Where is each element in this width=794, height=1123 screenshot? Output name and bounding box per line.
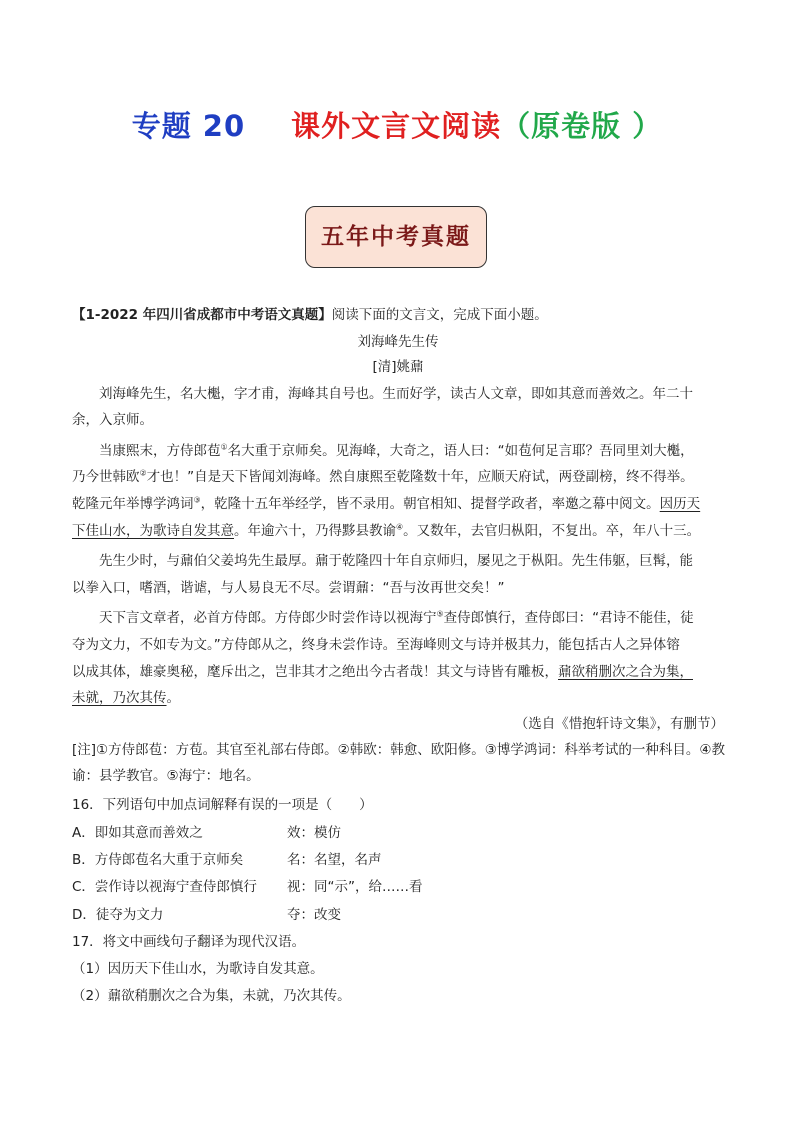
passage-line: 以拳入口，嗜酒，谐谑，与人易良无不尽。尝谓鼐：“吾与汝再世交矣！” <box>72 580 505 596</box>
question-source: 【1-2022 年四川省成都市中考语文真题】 <box>72 307 332 323</box>
underlined-sentence: 未就，乃次其传 <box>72 690 167 706</box>
option-d[interactable]: D．徒夺为文力 夺：改变 <box>72 907 341 923</box>
section-label: 五年中考真题 <box>321 223 471 250</box>
underlined-sentence: 下佳山水，为歌诗自发其意 <box>72 523 234 539</box>
passage-line: 夺为文力，不如专为文。”方侍郎从之，终身未尝作诗。至海峰则文与诗并极其力，能包括古人之异体镕 <box>72 637 680 653</box>
question-17-stem: 17．将文中画线句子翻译为现代汉语。 <box>72 934 306 950</box>
note-marker: ④ <box>396 522 404 532</box>
question-intro <box>72 303 548 323</box>
title-edition: （原卷版 ） <box>501 109 663 143</box>
passage-author: [清]姚鼐 <box>372 359 424 375</box>
title-topic-number: 专题 20 <box>131 109 246 143</box>
underlined-sentence: 因历天 <box>659 496 701 512</box>
option-a[interactable]: A．即如其意而善效之 效：模仿 <box>72 825 341 841</box>
question-17-item-1: （1）因历天下佳山水，为歌诗自发其意。 <box>72 961 324 977</box>
question-17-item-2: （2）鼐欲稍删次之合为集，未就，乃次其传。 <box>72 988 351 1004</box>
option-c[interactable]: C．尝作诗以视海宁查侍郎慎行 视：同“示”，给……看 <box>72 879 423 895</box>
passage-line: 未就，乃次其传。 <box>72 690 180 706</box>
passage-line: 余，入京师。 <box>72 412 153 428</box>
underlined-sentence: 鼐欲稍删次之合为集， <box>558 664 693 680</box>
note-marker: ③ <box>193 495 201 505</box>
passage-line: 乃今世韩欧②才也！”自是天下皆闻刘海峰。然自康熙至乾隆数十年，应顺天府试，两登副榜，终不得举。 <box>72 468 694 485</box>
document-title <box>0 104 794 145</box>
notes-line: 谕：县学教官。⑤海宁：地名。 <box>72 768 260 784</box>
passage-line: 先生少时，与鼐伯父姜坞先生最厚。鼐于乾隆四十年自京师归，屡见之于枞阳。先生伟躯，巨髯，能 <box>99 553 693 569</box>
option-b[interactable]: B．方侍郎苞名大重于京师矣 名：名望，名声 <box>72 852 382 868</box>
passage-line: 下佳山水，为歌诗自发其意。年逾六十，乃得黟县教谕④。又数年，去官归枞阳，不复出。卒，年八十三。 <box>72 522 701 539</box>
passage-line: 天下言文章者，必首方侍郎。方侍郎少时尝作诗以视海宁⑤查侍郎慎行，查侍郎曰：“君诗不能佳，徒 <box>99 609 694 626</box>
passage-line: 当康熙末，方侍郎苞①名大重于京师矣。见海峰，大奇之，语人曰：“如苞何足言耶？吾同里刘大櫆， <box>99 442 694 459</box>
passage-source: （选自《惜抱轩诗文集》，有删节） <box>514 716 724 732</box>
note-marker: ① <box>220 442 228 452</box>
passage-line: 刘海峰先生，名大櫆，字才甫，海峰其自号也。生而好学，读古人文章，即如其意而善效之。年二十 <box>99 386 693 402</box>
section-label-box <box>305 206 487 268</box>
question-instruction: 阅读下面的文言文，完成下面小题。 <box>331 307 548 323</box>
passage-line: 以成其体，雄豪奥秘，麾斥出之，岂非其才之绝出今古者哉！其文与诗皆有雕板，鼐欲稍删次之合为集， <box>72 664 693 680</box>
note-marker: ② <box>139 468 147 478</box>
notes-line: [注]①方侍郎苞：方苞。其官至礼部右侍郎。②韩欧：韩愈、欧阳修。③博学鸿词：科举考试的一种科目。④教 <box>72 742 725 758</box>
passage-line: 乾隆元年举博学鸿词③，乾隆十五年举经学，皆不录用。朝官相知、提督学政者，率邀之幕中阅文。因历天 <box>72 495 701 512</box>
note-marker: ⑤ <box>436 609 444 619</box>
title-topic-name: 课外文言文阅读 <box>291 109 502 143</box>
question-16-stem: 16．下列语句中加点词解释有误的一项是（ ） <box>72 797 373 813</box>
passage-title: 刘海峰先生传 <box>357 334 439 350</box>
